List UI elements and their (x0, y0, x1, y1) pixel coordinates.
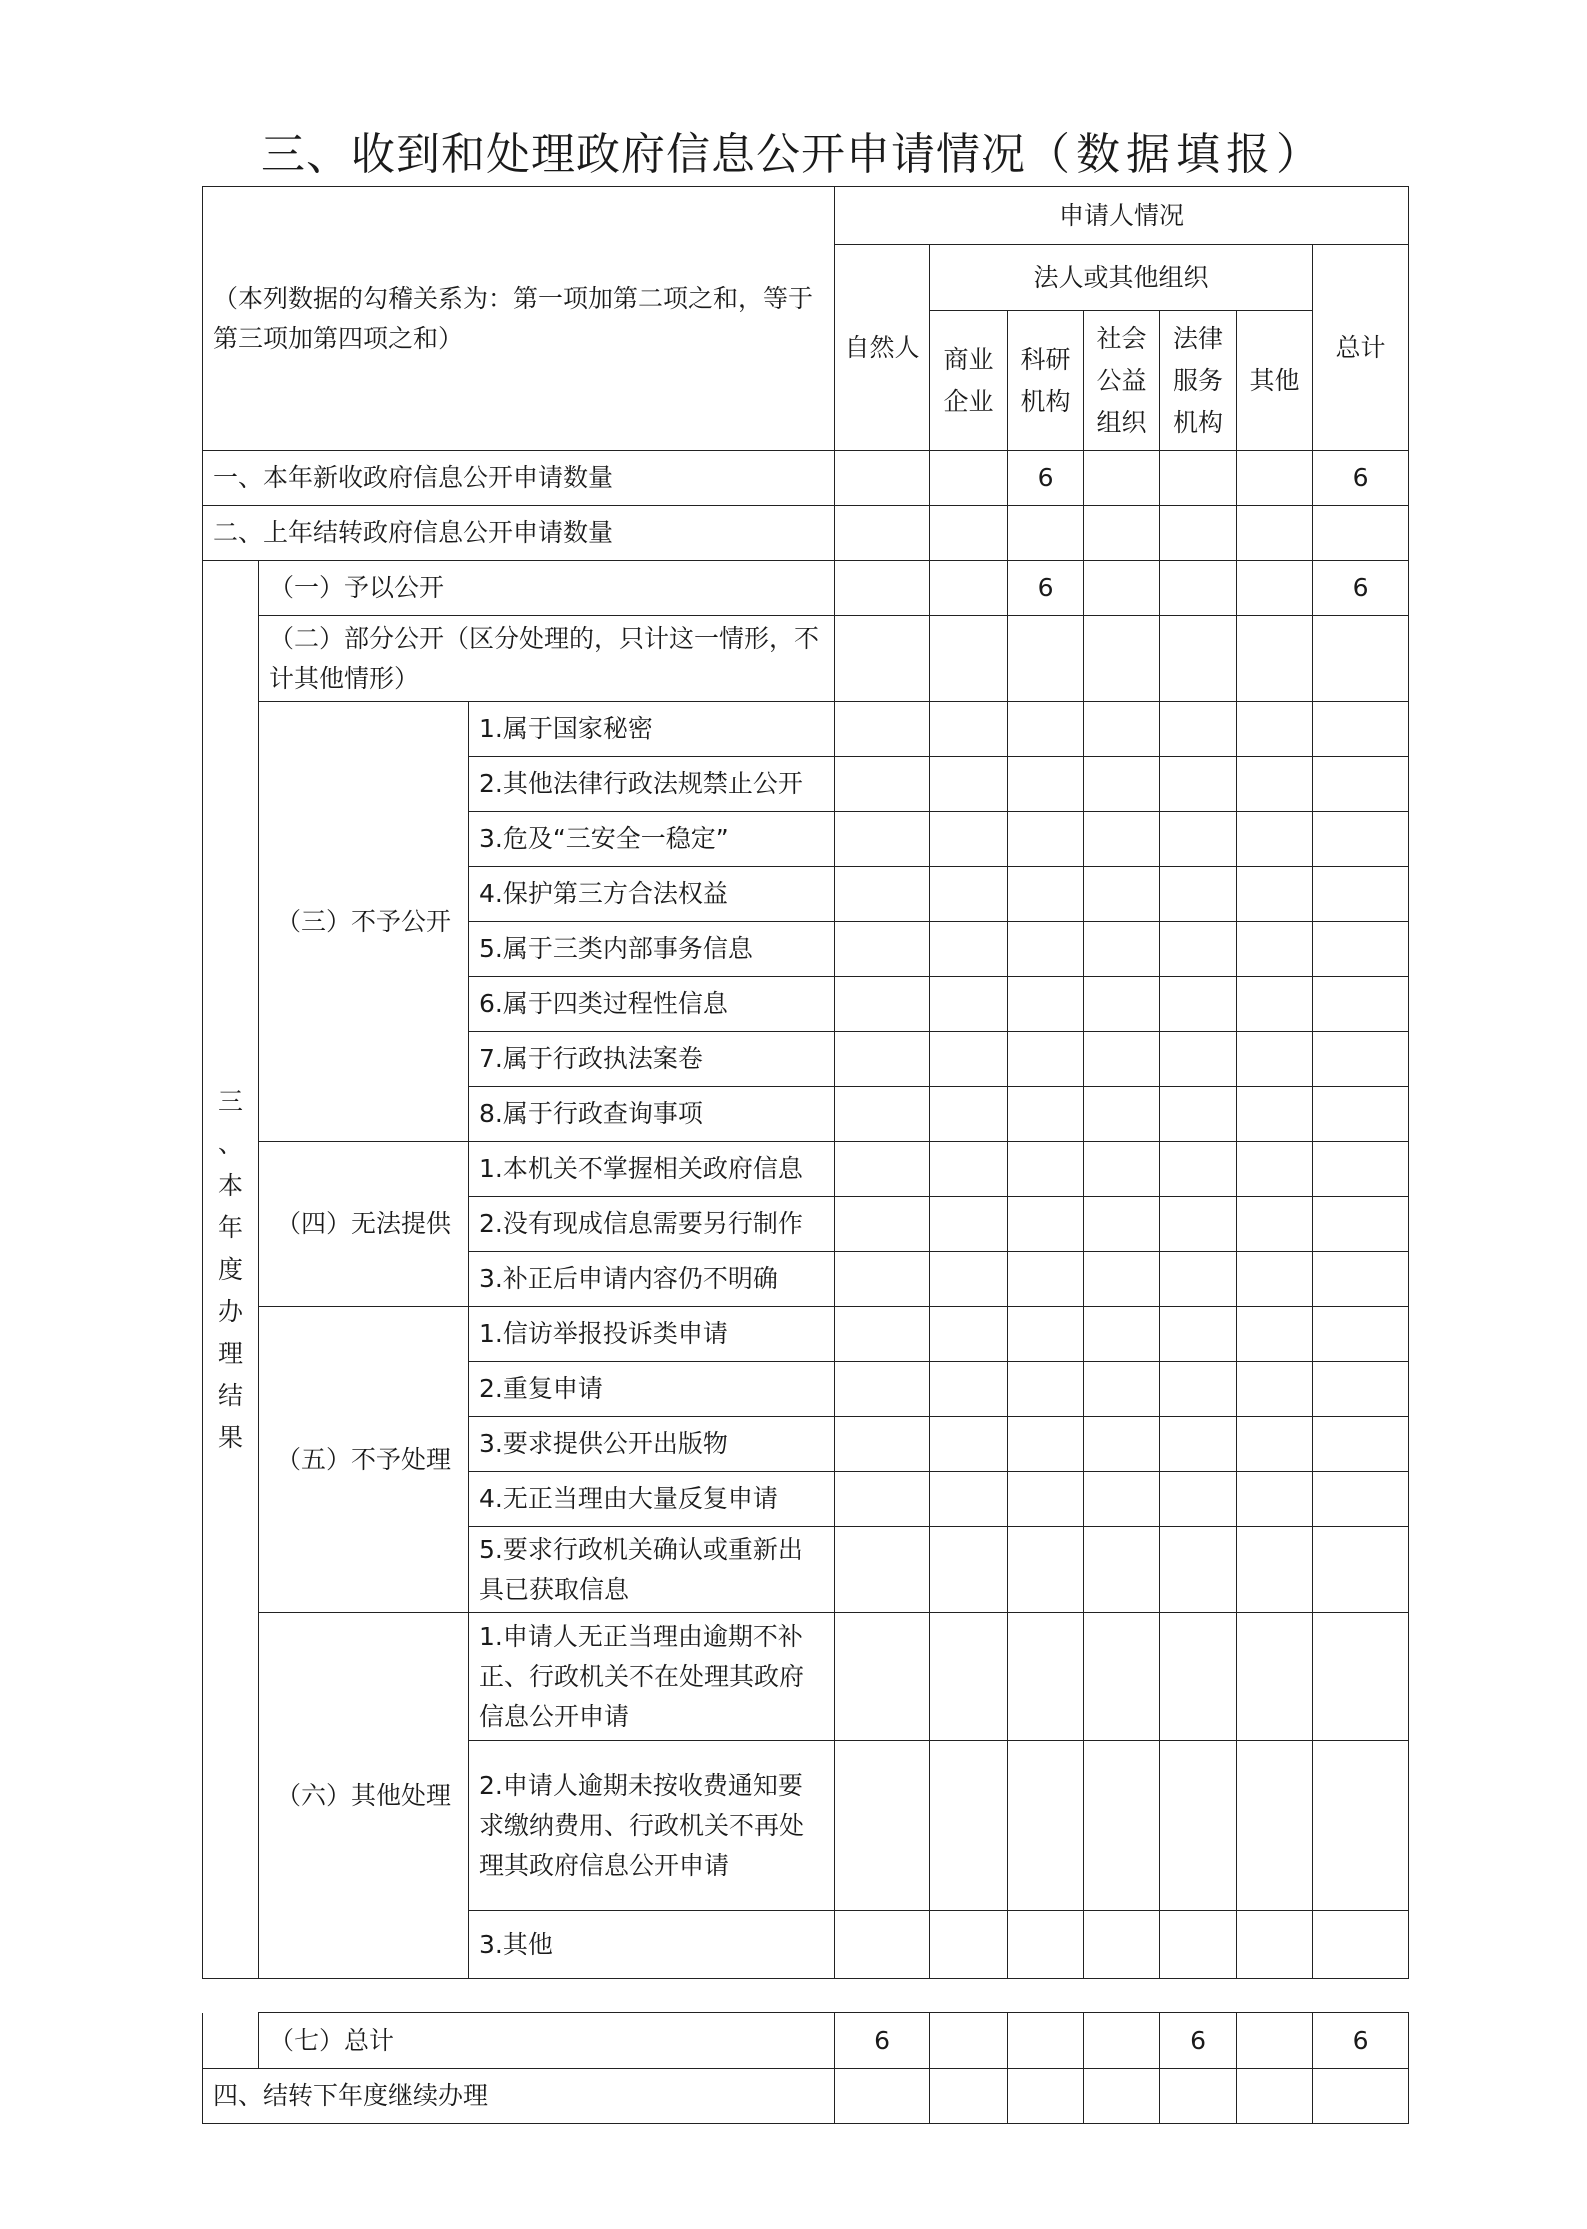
row-label: 二、上年结转政府信息公开申请数量 (203, 506, 835, 561)
item-label: 4.无正当理由大量反复申请 (469, 1472, 835, 1527)
item-label: 6.属于四类过程性信息 (469, 977, 835, 1032)
row-label: （一）予以公开 (259, 561, 835, 616)
cell-value (1160, 451, 1237, 506)
group-label: （四）无法提供 (259, 1142, 469, 1307)
item-label: 5.要求行政机关确认或重新出具已获取信息 (469, 1527, 835, 1613)
item-label: 3.危及“三安全一稳定” (469, 812, 835, 867)
cell-value (1084, 451, 1160, 506)
cell-value (1237, 451, 1313, 506)
item-label: 2.申请人逾期未按收费通知要求缴纳费用、行政机关不再处理其政府信息公开申请 (469, 1741, 835, 1911)
header-research: 科研 机构 (1008, 311, 1084, 451)
header-natural-person: 自然人 (835, 245, 930, 451)
cell-value (930, 451, 1008, 506)
header-legal-service: 法律 服务 机构 (1160, 311, 1237, 451)
table-row (203, 2069, 1409, 2124)
cell-value (835, 451, 930, 506)
table-row (203, 702, 1409, 757)
row-label: 一、本年新收政府信息公开申请数量 (203, 451, 835, 506)
table-row (203, 1142, 1409, 1197)
header-total: 总计 (1313, 245, 1409, 451)
group-label: （五）不予处理 (259, 1307, 469, 1613)
section-3-label: 三 、 本 年 度 办 理 结 果 (203, 561, 259, 1979)
table-row (203, 506, 1409, 561)
title-main: 三、收到和处理政府信息公开申请情况 (261, 129, 1026, 180)
header-legal-group: 法人或其他组织 (930, 245, 1313, 311)
page-title (0, 125, 1587, 185)
group-label: （三）不予公开 (259, 702, 469, 1142)
title-suffix: （数据填报） (1026, 129, 1326, 180)
header-commercial: 商业 企业 (930, 311, 1008, 451)
item-label: 8.属于行政查询事项 (469, 1087, 835, 1142)
item-label: 3.补正后申请内容仍不明确 (469, 1252, 835, 1307)
item-label: 2.其他法律行政法规禁止公开 (469, 757, 835, 812)
continuation-table (202, 2012, 1409, 2124)
group-label: （六）其他处理 (259, 1613, 469, 1979)
table-row (203, 616, 1409, 702)
cell-value: 6 (1008, 451, 1084, 506)
item-label: 1.属于国家秘密 (469, 702, 835, 757)
row-label: （七）总计 (259, 2013, 835, 2069)
cell-value: 6 (1313, 451, 1409, 506)
item-label: 2.没有现成信息需要另行制作 (469, 1197, 835, 1252)
item-label: 1.信访举报投诉类申请 (469, 1307, 835, 1362)
item-label: 1.本机关不掌握相关政府信息 (469, 1142, 835, 1197)
header-other: 其他 (1237, 311, 1313, 451)
table-row (203, 1613, 1409, 1741)
main-table (202, 186, 1409, 1979)
item-label: 2.重复申请 (469, 1362, 835, 1417)
row-label: 四、结转下年度继续办理 (203, 2069, 835, 2124)
table-row (203, 1307, 1409, 1362)
item-label: 5.属于三类内部事务信息 (469, 922, 835, 977)
row-label: （二）部分公开（区分处理的，只计这一情形，不计其他情形） (259, 616, 835, 702)
item-label: 3.要求提供公开出版物 (469, 1417, 835, 1472)
table-row (203, 451, 1409, 506)
header-social: 社会 公益 组织 (1084, 311, 1160, 451)
item-label: 1.申请人无正当理由逾期不补正、行政机关不在处理其政府信息公开申请 (469, 1613, 835, 1741)
item-label: 4.保护第三方合法权益 (469, 867, 835, 922)
item-label: 7.属于行政执法案卷 (469, 1032, 835, 1087)
header-note: （本列数据的勾稽关系为：第一项加第二项之和，等于第三项加第四项之和） (213, 283, 814, 353)
table-row: （七）总计 6 6 6 (203, 2013, 1409, 2069)
header-note-cell (203, 187, 835, 451)
item-label: 3.其他 (469, 1911, 835, 1979)
header-applicant: 申请人情况 (835, 187, 1409, 245)
table-row: 三 、 本 年 度 办 理 结 果 （一）予以公开 6 6 (203, 561, 1409, 616)
